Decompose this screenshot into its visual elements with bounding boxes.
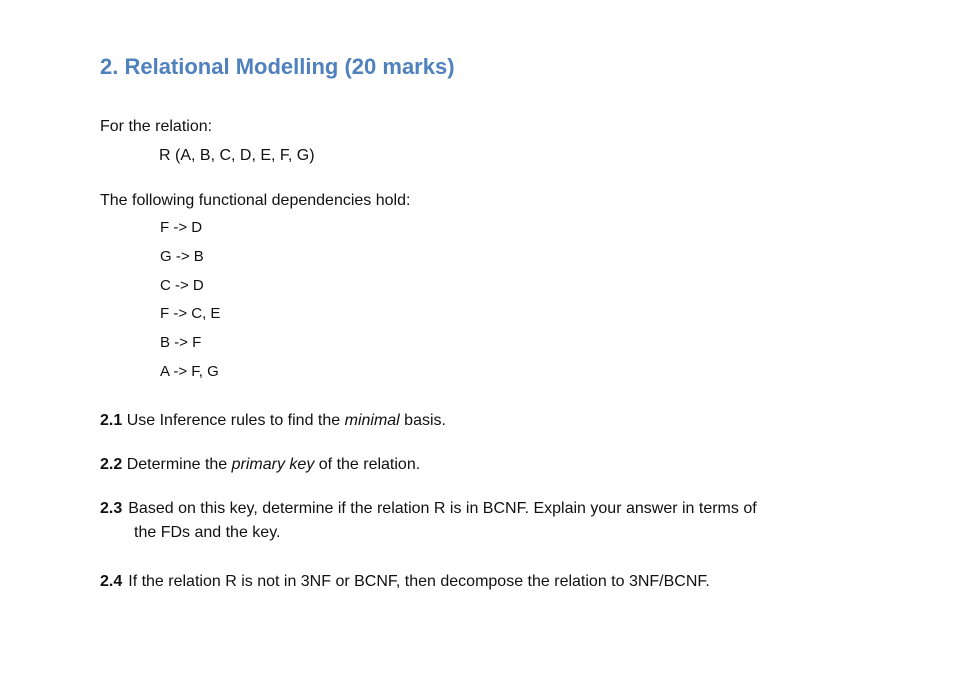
question-2-1 [100,409,446,433]
question-emphasis: primary key [231,456,315,473]
question-number: 2.3 [100,500,123,517]
functional-dependency-4: F -> C, E [160,305,221,323]
question-text-line-1: If the relation R is not in 3NF or BCNF, then decompose the relation to 3NF/BCNF. [128,573,710,590]
functional-dependency-6: A -> F, G [160,362,219,380]
question-emphasis: minimal [344,412,400,429]
question-text-end: basis. [399,412,446,429]
relation-schema: R (A, B, C, D, E, F, G) [159,147,315,164]
question-2-4 [100,570,710,594]
dependencies-intro: The following functional dependencies hold: [100,192,411,209]
functional-dependency-1: F -> D [160,219,203,236]
question-number: 2.2 [100,456,123,473]
question-number: 2.4 [100,573,123,590]
question-text-line-1: Based on this key, determine if the relation R is in BCNF. Explain your answer in terms of [128,500,757,517]
question-text-line-2: the FDs and the key. [134,524,281,541]
question-2-3 [100,497,757,545]
question-2-2 [100,453,420,477]
section-heading: 2. Relational Modelling (20 marks) [100,54,455,79]
question-number: 2.1 [100,412,123,429]
question-text-start: Determine the [126,456,232,473]
question-text-end: of the relation. [314,456,421,473]
functional-dependency-2: G -> B [160,247,204,265]
functional-dependency-3: C -> D [160,276,204,294]
functional-dependency-5: B -> F [160,334,202,352]
question-text-start: Use Inference rules to find the [126,412,345,429]
relation-intro: For the relation: [100,118,213,135]
functional-dependency-list [160,219,220,392]
